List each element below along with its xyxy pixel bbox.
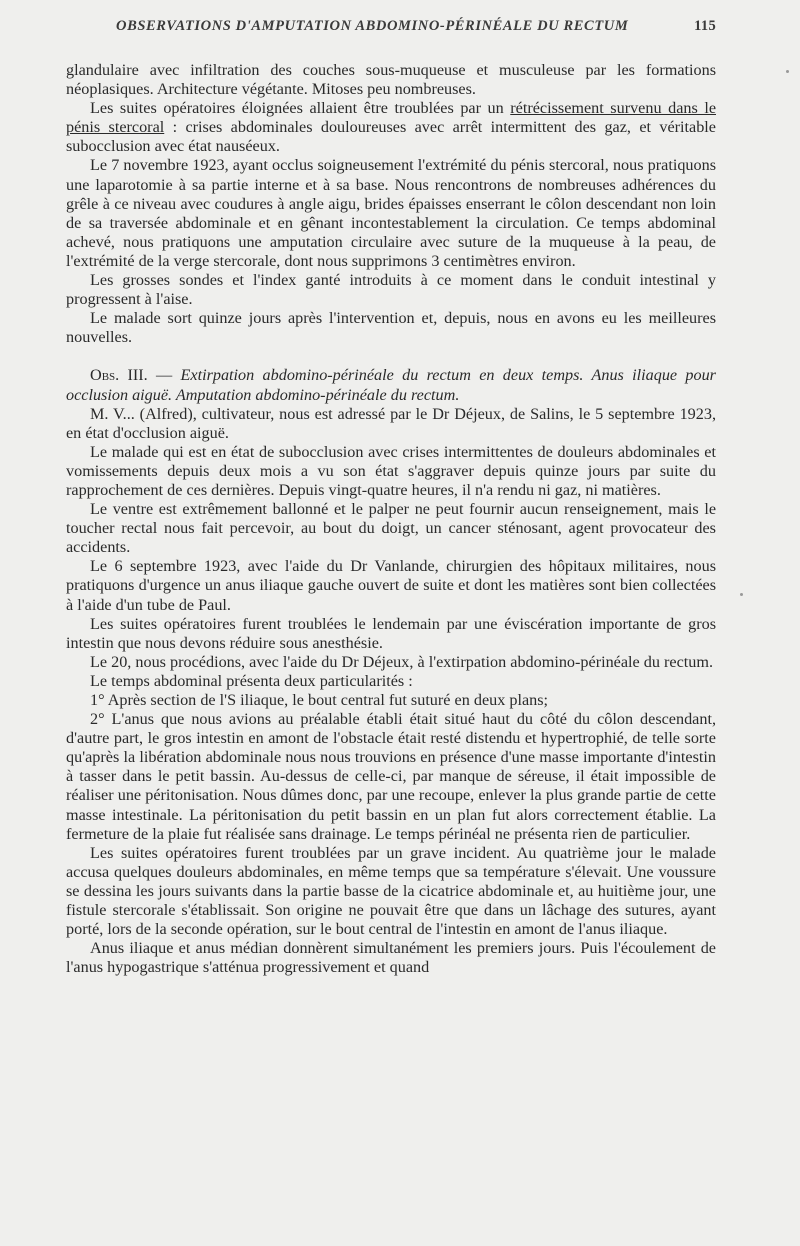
paragraph: Le temps abdominal présenta deux particularités : — [90, 671, 413, 690]
running-header — [116, 18, 716, 35]
paragraph: Les suites opératoires furent troublées le lendemain par une éviscération importante de gros intestin que nous devons réduire sous anesthésie. — [66, 614, 716, 652]
paragraph: Le malade qui est en état de subocclusion avec crises intermittentes de douleurs abdominales et vomissements depuis deux mois a vu son état s'aggraver depuis quinze jours par suite du rapprochement de ces dernières. Depuis vingt-quatre heures, il n'a rendu ni gaz, ni matières. — [66, 442, 716, 499]
paragraph-text: Les suites opératoires éloignées allaient être troublées par un — [90, 99, 511, 118]
observation-dash: — — [147, 366, 181, 385]
paragraph: M. V... (Alfred), cultivateur, nous est adressé par le Dr Déjeux, de Salins, le 5 septembre 1923, en état d'occlusion aiguë. — [66, 404, 716, 442]
paragraph: Le 6 septembre 1923, avec l'aide du Dr Vanlande, chirurgien des hôpitaux militaires, nous pratiquons d'urgence un anus iliaque gauche ouvert de suite et dont les matières sont bien collectées à l'aide d'un tube de Paul. — [66, 557, 716, 614]
observation-label: Obs. III. — [90, 366, 148, 385]
underlined-passage: rétrécissement survenu dans le pénis stercoral — [66, 99, 716, 137]
paragraph: Le 20, nous procédions, avec l'aide du Dr Déjeux, à l'extirpation abdomino-périnéale du rectum. — [90, 652, 713, 671]
paragraph: Le ventre est extrêmement ballonné et le palper ne peut fournir aucun renseignement, mais le toucher rectal nous fait percevoir, au bout du doigt, un cancer sténosant, agent provocateur des accidents. — [66, 500, 716, 557]
paragraph — [66, 99, 716, 156]
paper-speck — [786, 70, 789, 73]
observation-heading — [66, 366, 716, 404]
page-number: 115 — [694, 18, 716, 34]
observation-title: Extirpation abdomino-périnéale du rectum en deux temps. Anus iliaque pour occlusion aiguë. Amputation abdomino-périnéale du rectum. — [66, 366, 716, 404]
running-title: OBSERVATIONS D'AMPUTATION ABDOMINO-PÉRINÉALE DU RECTUM — [116, 18, 629, 34]
paragraph-text: : crises abdominales douloureuses avec arrêt intermittent des gaz, et véritable subocclusion avec état nauséeux. — [66, 118, 716, 156]
paragraph: Les grosses sondes et l'index ganté introduits à ce moment dans le conduit intestinal y progressent à l'aise. — [66, 271, 716, 309]
paragraph: 1° Après section de l'S iliaque, le bout central fut suturé en deux plans; — [90, 691, 549, 709]
paragraph: 2° L'anus que nous avions au préalable établi était situé haut du côté du côlon descendant, d'autre part, le gros intestin en amont de l'obstacle était resté distendu et hypertrophié, de telle sorte qu'après la libération abdominale nous nous trouvions en présence d'une masse importante d'intestin à tasser dans le petit bassin. Au-dessus de celle-ci, par manque de séreuse, il était impossible de réaliser une péritonisation. Nous dûmes donc, par une recoupe, enlever la plus grande partie de cette masse intestinale. La péritonisation du petit bassin en un plan fut alors correctement établie. La fermeture de la plaie fut réalisée sans drainage. Le temps périnéal ne présenta rien de particulier. — [66, 710, 716, 843]
body-text — [66, 61, 716, 977]
paragraph: Anus iliaque et anus médian donnèrent simultanément les premiers jours. Puis l'écoulement de l'anus hypogastrique s'atténua progressivement et quand — [66, 939, 716, 977]
paragraph: Le 7 novembre 1923, ayant occlus soigneusement l'extrémité du pénis stercoral, nous pratiquons une laparotomie à sa partie interne et à sa base. Nous rencontrons de nombreuses adhérences du grêle à ce niveau avec coudures à angle aigu, brides épaisses enserrant le côlon descendant non loin de sa traversée abdominale et en gênant incontestablement la circulation. Ce temps abdominal achevé, nous pratiquons une amputation circulaire avec suture de la muqueuse à la peau, de l'extrémité de la verge stercorale, dont nous supprimons 3 centimètres environ. — [66, 156, 716, 270]
paragraph: Les suites opératoires furent troublées par un grave incident. Au quatrième jour le malade accusa quelques douleurs abdominales, en même temps que sa température s'élevait. Une voussure se dessina les jours suivants dans la partie basse de la cicatrice abdominale et, au huitième jour, une fistule stercorale s'établissait. Son origine ne pouvait être que dans un lâchage des sutures, ayant porté, lors de la seconde opération, sur le bout central de l'intestin en amont de l'anus iliaque. — [66, 843, 716, 939]
paragraph: Le malade sort quinze jours après l'intervention et, depuis, nous en avons eu les meilleures nouvelles. — [66, 309, 716, 347]
paper-speck — [740, 593, 743, 596]
paragraph: glandulaire avec infiltration des couches sous-muqueuse et musculeuse par les formations néoplasiques. Architecture végétante. Mitoses peu nombreuses. — [66, 61, 716, 99]
